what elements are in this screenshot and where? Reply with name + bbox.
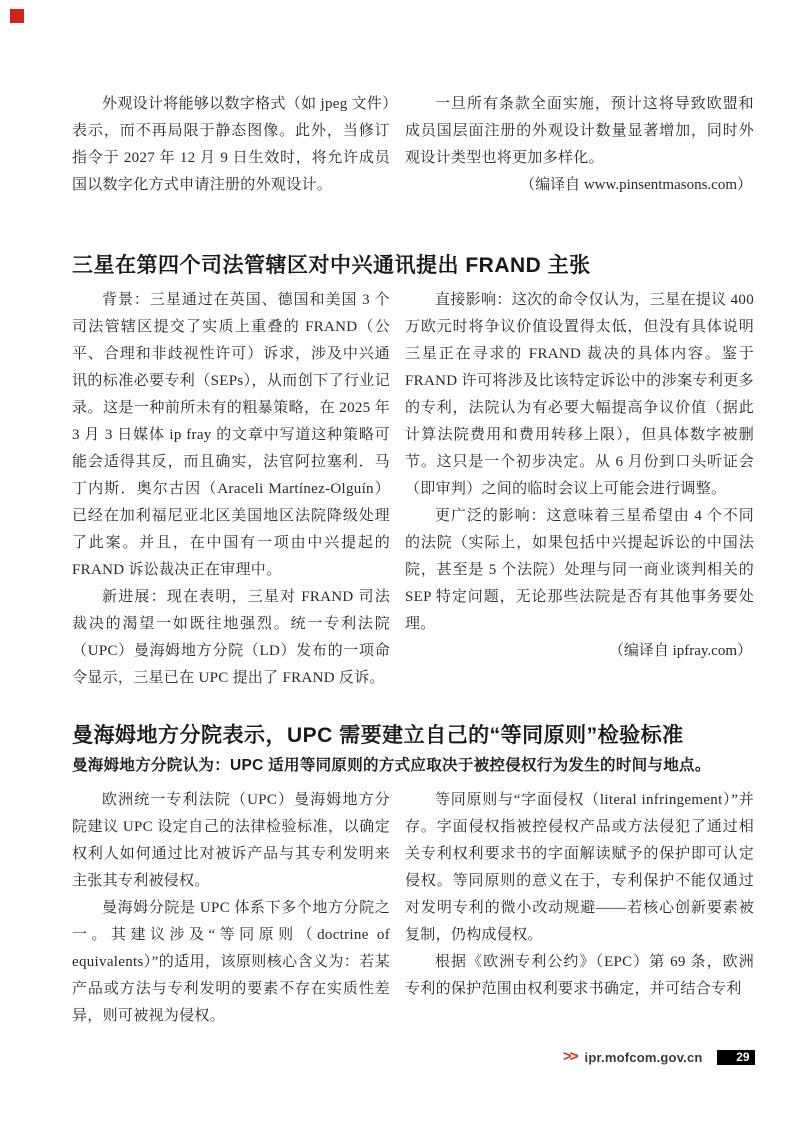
paragraph: 背景：三星通过在英国、德国和美国 3 个司法管辖区提交了实质上重叠的 FRAND（公平、合理和非歧视性许可）诉求，涉及中兴通讯的标准必要专利（SEPs），从而创下了行业记录。这是一种前所未有的粗暴策略，在 2025 年 3 月 3 日媒体 ip fray 的文章中写道这种策略可能会适得其反，而且确实，法官阿拉塞利．马丁内斯．奥尔古因（Araceli Martínez-Olguín）已经在加利福尼亚北区美国地区法院降级处理了此案。并且，在中国有一项由中兴提起的 FRAND 诉讼裁决正在审理中。 (72, 292, 390, 578)
paragraph: 新进展：现在表明，三星对 FRAND 司法裁决的渴望一如既往地强烈。统一专利法院（UPC）曼海姆地方分院（LD）发布的一项命令显示，三星已在 UPC 提出了 FRAND 反诉。 (72, 589, 390, 686)
source-attribution: （编译自 ipfray.com） (608, 643, 752, 659)
frand-left-column (72, 287, 390, 692)
footer-site-url: ipr.mofcom.gov.cn (584, 1050, 703, 1065)
paragraph: 一旦所有条款全面实施，预计这将导致欧盟和成员国层面注册的外观设计数量显著增加，同时外观设计类型也将更加多样化。 (405, 96, 754, 166)
paragraph: 欧洲统一专利法院（UPC）曼海姆地方分院建议 UPC 设定自己的法律检验标准，以确定权利人如何通过比对被诉产品与其专利发明来主张其专利被侵权。 (72, 792, 390, 889)
paragraph: 直接影响：这次的命令仅认为，三星在提议 400 万欧元时将争议价值设置得太低，但没有具体说明三星正在寻求的 FRAND 裁决的具体内容。鉴于 FRAND 许可将涉及比该特定诉讼中的涉案专利更多的专利，法院认为有必要大幅提高争议价值（据此计算法院费用和费用转移上限），但具体数字被删节。这只是一个初步决定。从 6 月份到口头听证会（即审判）之间的临时会议上可能会进行调整。 (405, 292, 754, 497)
page-corner-mark (10, 9, 24, 23)
footer-chevrons-icon: >> (563, 1048, 577, 1065)
source-attribution: （编译自 www.pinsentmasons.com） (520, 177, 752, 193)
upc-left-column (72, 787, 390, 1030)
article-title-frand: 三星在第四个司法管辖区对中兴通讯提出 FRAND 主张 (72, 254, 591, 277)
page-footer (563, 1049, 755, 1066)
paragraph: 曼海姆分院是 UPC 体系下多个地方分院之一。其建议涉及“等同原则（doctrine of equivalents）”的适用，该原则核心含义为：若某产品或方法与专利发明的要素不存在实质性差异，则可被视为侵权。 (72, 900, 390, 1024)
intro-left-column (72, 91, 390, 199)
paragraph: 更广泛的影响：这意味着三星希望由 4 个不同的法院（实际上，如果包括中兴提起诉讼的中国法院，甚至是 5 个法院）处理与同一商业谈判相关的 SEP 特定问题，无论那些法院是否有其他事务要处理。 (405, 508, 754, 632)
paragraph: 外观设计将能够以数字格式（如 jpeg 文件）表示，而不再局限于静态图像。此外，当修订指令于 2027 年 12 月 9 日生效时，将允许成员国以数字化方式申请注册的外观设计。 (72, 96, 390, 193)
intro-right-column (405, 91, 754, 199)
frand-right-column (405, 287, 754, 665)
article-subtitle-upc: 曼海姆地方分院认为：UPC 适用等同原则的方式应取决于被控侵权行为发生的时间与地点。 (72, 757, 711, 774)
upc-right-column (405, 787, 754, 1003)
page-number-badge: 29 (717, 1050, 755, 1065)
paragraph: 等同原则与“字面侵权（literal infringement）”并存。字面侵权指被控侵权产品或方法侵犯了通过相关专利权利要求书的字面解读赋予的保护即可认定侵权。等同原则的意义在于，专利保护不能仅通过对发明专利的微小改动规避——若核心创新要素被复制，仍构成侵权。 (405, 792, 754, 943)
article-title-upc: 曼海姆地方分院表示，UPC 需要建立自己的“等同原则”检验标准 (72, 724, 684, 747)
paragraph: 根据《欧洲专利公约》（EPC）第 69 条，欧洲专利的保护范围由权利要求书确定，并可结合专利 (405, 954, 754, 997)
